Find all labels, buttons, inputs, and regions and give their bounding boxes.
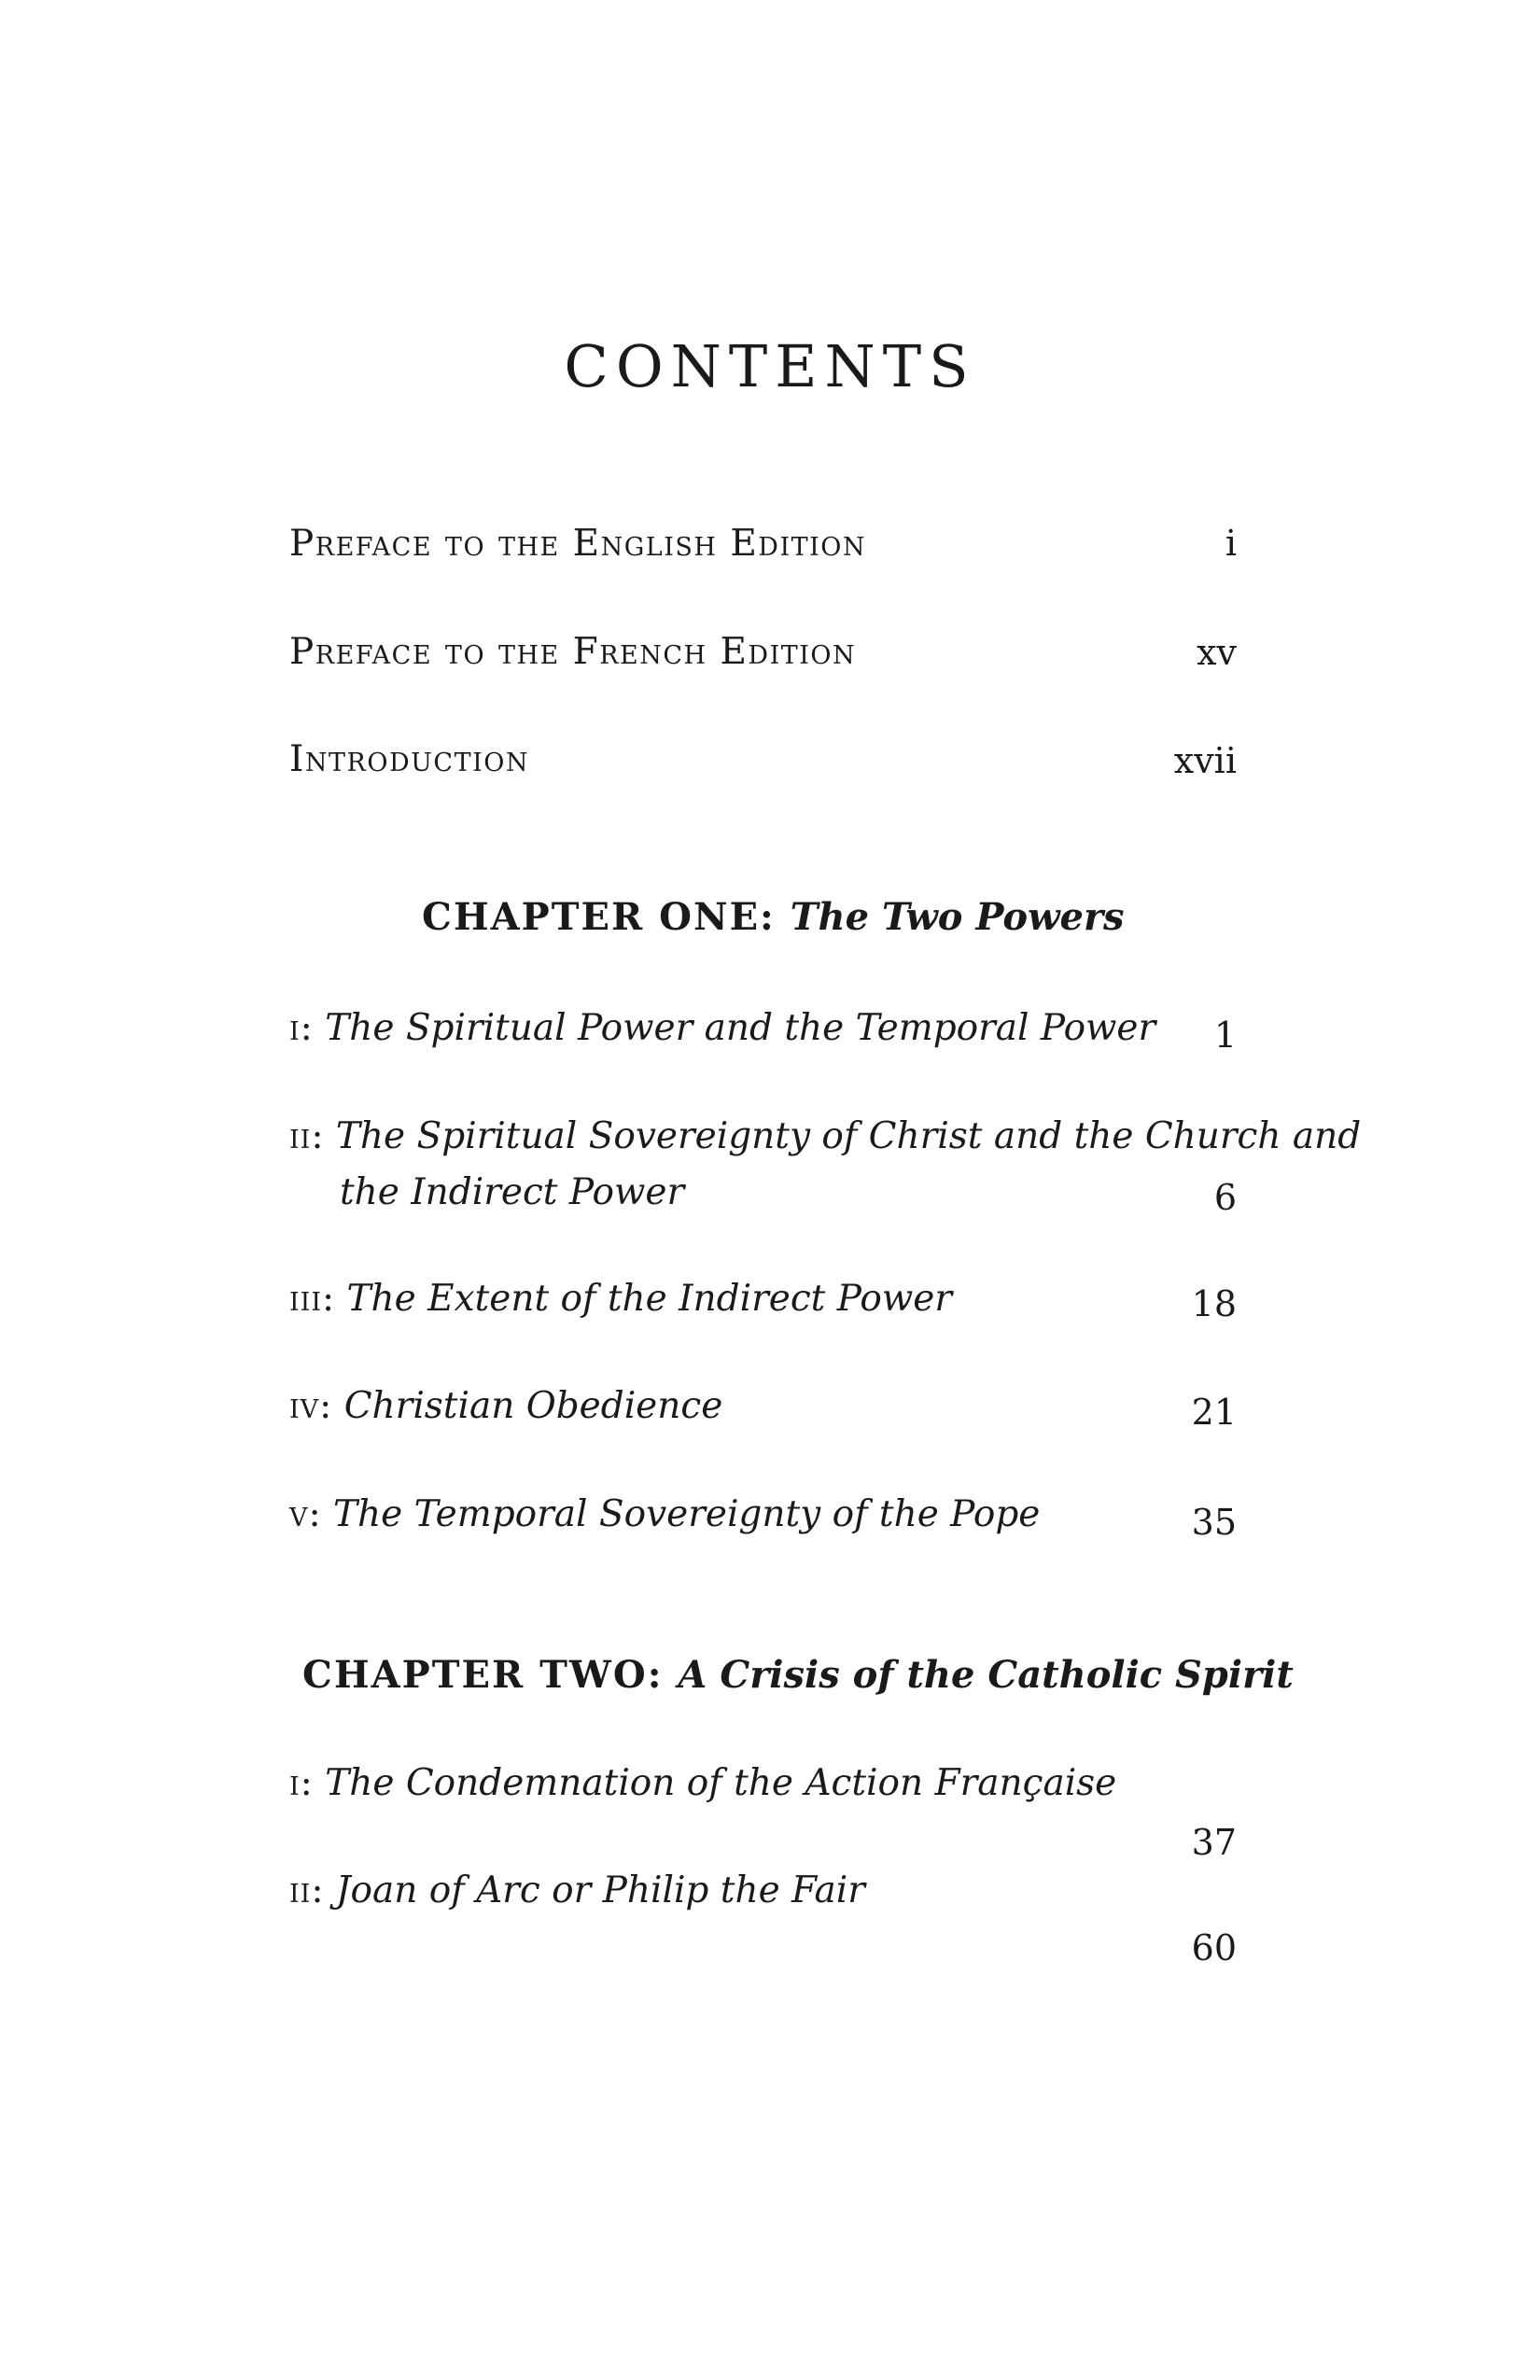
section-title: The Spiritual Sovereignty of Christ and the Church and [335, 1115, 1362, 1157]
toc-entry-ch2-s2[interactable] [289, 1869, 865, 1911]
toc-page-ch1-s1: 1 [1213, 1015, 1237, 1056]
toc-label-preface-english[interactable]: Preface to the English Edition [289, 523, 867, 565]
toc-page-ch1-s5: 35 [1191, 1502, 1237, 1543]
section-title: The Condemnation of the Action Française [325, 1762, 1117, 1804]
section-number: ii: [289, 1115, 325, 1157]
toc-entry-ch1-s5[interactable] [289, 1493, 1041, 1535]
toc-entry-ch1-s4[interactable] [289, 1385, 723, 1427]
section-number: iv: [289, 1385, 333, 1427]
toc-page-ch2-s1: 37 [1191, 1822, 1237, 1863]
toc-label-introduction[interactable]: Introduction [289, 738, 529, 780]
toc-page-ch2-s2: 60 [1191, 1927, 1237, 1968]
section-number: i: [289, 1762, 314, 1804]
toc-page-preface-english: i [1225, 523, 1237, 564]
section-number: iii: [289, 1278, 336, 1320]
chapter-one-heading [422, 895, 1125, 939]
section-number: v: [289, 1493, 322, 1535]
section-title: Christian Obedience [343, 1385, 723, 1427]
section-title: Joan of Arc or Philip the Fair [335, 1869, 865, 1911]
toc-label-preface-french[interactable]: Preface to the French Edition [289, 631, 857, 673]
toc-page-ch1-s4: 21 [1191, 1392, 1237, 1433]
chapter-one-label: CHAPTER ONE: [422, 895, 776, 939]
toc-entry-ch1-s2-cont[interactable] [340, 1171, 685, 1213]
toc-page-ch1-s2: 6 [1213, 1177, 1237, 1218]
chapter-two-label: CHAPTER TWO: [302, 1653, 664, 1697]
chapter-two-title: A Crisis of the Catholic Spirit [678, 1653, 1294, 1697]
section-number: i: [289, 1007, 314, 1049]
toc-entry-ch1-s1[interactable] [289, 1007, 1156, 1049]
chapter-one-title: The Two Powers [790, 895, 1125, 939]
section-title-continued: the Indirect Power [340, 1171, 685, 1213]
toc-entry-ch1-s3[interactable] [289, 1278, 952, 1320]
toc-page-introduction: xvii [1173, 740, 1237, 781]
toc-entry-ch2-s1[interactable] [289, 1762, 1117, 1804]
section-title: The Extent of the Indirect Power [346, 1278, 952, 1320]
toc-page-preface-french: xv [1197, 632, 1237, 673]
section-title: The Spiritual Power and the Temporal Power [325, 1007, 1156, 1049]
section-number: ii: [289, 1869, 325, 1911]
page-title: CONTENTS [564, 332, 976, 400]
section-title: The Temporal Sovereignty of the Pope [333, 1493, 1041, 1535]
chapter-two-heading [302, 1653, 1294, 1697]
toc-entry-ch1-s2[interactable] [289, 1115, 1362, 1157]
toc-page-ch1-s3: 18 [1191, 1283, 1237, 1324]
